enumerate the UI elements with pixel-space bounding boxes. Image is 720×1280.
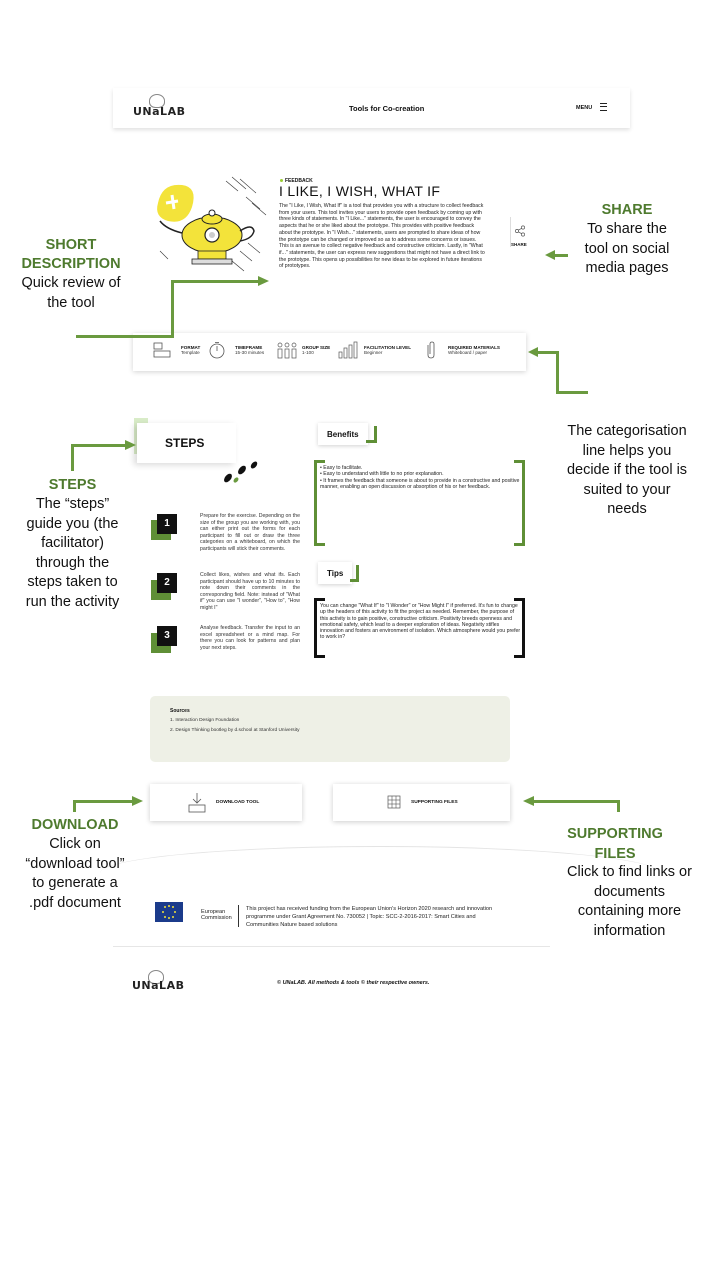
menu-button[interactable]: MENU bbox=[576, 105, 593, 111]
annotation-connector bbox=[71, 444, 74, 471]
tag-dot-icon bbox=[280, 179, 283, 182]
step-number: 1 bbox=[157, 514, 177, 534]
benefits-list bbox=[320, 465, 520, 490]
page-title: Tools for Co-creation bbox=[349, 104, 425, 113]
annotation-line: To share the bbox=[587, 221, 667, 237]
arrow-right-icon bbox=[125, 440, 136, 450]
annotation-share-heading: SHARE bbox=[601, 202, 653, 218]
annotation-line: tool on social bbox=[584, 240, 670, 257]
annotation-line: The “steps” bbox=[35, 496, 110, 512]
list-item: • Easy to understand with little to no prior explanation. bbox=[320, 471, 444, 478]
annotation-line: to generate a bbox=[32, 875, 118, 891]
tool-description: The "I Like, I Wish, What If" is a tool that provides you with a structure to collect feedback from your users. This tool invites your users to provide open feedback by coming up with three kinds of statements. In "I Like..." statements, the user is encouraged to convey the aspects that he or she liked about the prototype. This provides with positive feedback about the prototype. In "I Wish..." statements, users are prompted to share ideas of how the prototype can be changed or improved so as to address some concerns or issues. This is an avenue to collect negative feedback and constructive criticism. Lastly, in "What if..." statements, the user can express new suggestions that might not have a direct link to the prototype. This opens up possibilities for new ideas to be explored in future iterations of prototypes. bbox=[279, 203, 485, 270]
sources-panel bbox=[150, 696, 510, 762]
step-number: 2 bbox=[157, 573, 177, 593]
annotation-connector bbox=[73, 800, 76, 812]
supporting-files-label: SUPPORTING FILES bbox=[411, 800, 458, 805]
header-logo[interactable]: UNaLAB bbox=[133, 105, 186, 118]
paperclip-icon bbox=[425, 341, 437, 359]
files-grid-icon bbox=[386, 794, 402, 810]
tool-category-tag: FEEDBACK bbox=[285, 178, 313, 184]
annotation-steps-text bbox=[10, 495, 135, 612]
annotation-connector bbox=[73, 800, 133, 803]
stopwatch-icon bbox=[208, 341, 226, 359]
annotation-connector bbox=[556, 351, 559, 393]
footer-rule bbox=[113, 946, 550, 947]
tips-label-box bbox=[318, 562, 352, 584]
arrow-right-icon bbox=[258, 276, 269, 286]
hamburger-icon[interactable] bbox=[600, 103, 607, 111]
arrow-right-icon bbox=[132, 796, 143, 806]
annotation-connector bbox=[534, 800, 620, 803]
source-link[interactable]: 1. Interaction Design Foundation bbox=[170, 718, 240, 723]
category-label: TIMEFRAME bbox=[235, 345, 263, 350]
annotation-share-text bbox=[562, 220, 692, 279]
annotation-connector bbox=[556, 391, 588, 394]
categorisation-bar bbox=[133, 333, 526, 371]
category-value: Template bbox=[181, 350, 200, 355]
supporting-files-button[interactable] bbox=[333, 784, 510, 821]
annotation-connector bbox=[71, 444, 126, 447]
benefits-label-accent bbox=[366, 426, 377, 443]
annotation-connector bbox=[554, 254, 568, 257]
annotation-categorisation-text bbox=[552, 422, 702, 520]
annotation-line: documents bbox=[594, 883, 665, 900]
people-icon bbox=[276, 341, 298, 359]
category-value: Beginner bbox=[364, 350, 383, 355]
annotation-line: .pdf document bbox=[29, 894, 121, 911]
annotation-line: “download tool” bbox=[25, 855, 125, 872]
annotation-supporting-text bbox=[552, 863, 707, 941]
eu-label-line: Commission bbox=[201, 915, 232, 921]
step-number: 3 bbox=[157, 626, 177, 646]
annotation-steps-heading: STEPS bbox=[48, 477, 97, 493]
annotation-line: suited to your bbox=[583, 481, 671, 498]
annotation-line: guide you (the bbox=[26, 515, 119, 532]
eu-label-line: European bbox=[201, 909, 226, 915]
annotation-line: the tool bbox=[47, 294, 95, 311]
list-item: • Easy to facilitate. bbox=[320, 465, 363, 471]
benefits-label: Benefits bbox=[327, 430, 359, 439]
annotation-line: information bbox=[593, 922, 666, 939]
annotation-line: The categorisation bbox=[567, 423, 687, 439]
category-value: Whiteboard / paper bbox=[448, 350, 488, 355]
annotation-connector bbox=[171, 281, 174, 338]
annotation-line: run the activity bbox=[25, 593, 120, 610]
footer-logo[interactable]: UNaLAB bbox=[132, 979, 185, 992]
annotation-line: line helps you bbox=[582, 442, 672, 459]
share-icon[interactable] bbox=[514, 225, 526, 237]
arrow-left-icon bbox=[545, 250, 555, 260]
bars-icon bbox=[338, 341, 358, 359]
category-label: GROUP SIZE bbox=[302, 345, 331, 350]
category-value: 1-100 bbox=[302, 350, 314, 355]
format-icon bbox=[153, 341, 171, 359]
benefits-label-box bbox=[318, 423, 368, 445]
annotation-short-description-heading: SHORT DESCRIPTION bbox=[21, 237, 121, 272]
annotation-download-text bbox=[10, 835, 140, 913]
tips-label: Tips bbox=[327, 569, 344, 578]
tips-label-accent bbox=[350, 565, 359, 582]
site-header bbox=[113, 88, 630, 128]
arrow-left-icon bbox=[528, 347, 538, 357]
tool-title: I LIKE, I WISH, WHAT IF bbox=[279, 183, 441, 199]
download-icon bbox=[187, 792, 207, 814]
annotation-line: through the bbox=[35, 554, 110, 571]
magic-lamp-illustration bbox=[148, 173, 273, 278]
annotation-line: facilitator) bbox=[41, 535, 104, 551]
tips-text: You can change "What If" to "I Wonder" or "How Might I" if preferred. It's fun to change up the headers of this activity to fit the project as needed. Remember, the purpose of this activity is to gain positive, constructive criticism. Positivity breeds openness and emotional safety, which lead to a deeper exploration of ideas. Negativity stifles innovation and fosters an environment of isolation. Which atmosphere would you prefer to work in? bbox=[320, 603, 521, 641]
step-text: Analyse feedback. Transfer the input to an excel spreadsheet or a mind map. For there you can look for patterns and plan your next steps. bbox=[200, 625, 300, 651]
steps-heading-box bbox=[137, 423, 236, 463]
annotation-short-description-text bbox=[10, 274, 132, 313]
footprints-icon bbox=[220, 460, 260, 486]
category-label: REQUIRED MATERIALS bbox=[448, 345, 500, 350]
annotation-line: Click on bbox=[49, 836, 101, 852]
annotation-download-heading: DOWNLOAD bbox=[31, 817, 119, 833]
steps-heading: STEPS bbox=[165, 436, 205, 450]
eu-stars-icon bbox=[155, 902, 183, 922]
annotation-supporting-heading: SUPPORTING FILES bbox=[567, 826, 663, 862]
annotation-line: Quick review of bbox=[21, 275, 121, 291]
annotation-connector bbox=[171, 280, 259, 283]
sources-heading: Sources bbox=[170, 708, 190, 714]
share-label: SHARE bbox=[511, 242, 527, 247]
arrow-left-icon bbox=[523, 796, 534, 806]
funding-statement: This project has received funding from the European Union's Horizon 2020 research and innovation programme under Grant Agreement No. 730052 | Topic: SCC-2-2016-2017: Smart Cities and Communities Nature based solutions bbox=[246, 906, 493, 928]
annotation-line: steps taken to bbox=[27, 574, 118, 590]
annotation-line: Click to find links or bbox=[567, 864, 692, 880]
annotation-connector bbox=[76, 335, 174, 338]
annotation-connector bbox=[538, 351, 558, 354]
source-link[interactable]: 2. Design Thinking bootleg by d.school at Stanford University bbox=[170, 728, 300, 733]
annotation-line: needs bbox=[607, 501, 647, 517]
list-item: • It frames the feedback that someone is about to provide in a constructive and positive manner, enabling an open discussion or absorption of his or her feedback. bbox=[320, 477, 520, 490]
category-label: FACILITATION LEVEL bbox=[364, 345, 412, 350]
step-text: Prepare for the exercise. Depending on the size of the group you are working with, you can either print out the forms for each participant to fill out or draw the three categories on a whiteboard, on which the participants will stick their comments. bbox=[200, 513, 300, 552]
category-label: FORMAT bbox=[181, 345, 201, 350]
copyright: © UNaLAB. All methods & tools © their respective owners. bbox=[277, 980, 430, 986]
annotation-line: media pages bbox=[585, 260, 669, 276]
category-value: 15-30 minutes bbox=[235, 350, 265, 355]
annotation-line: containing more bbox=[577, 903, 682, 919]
annotation-line: decide if the tool is bbox=[566, 462, 688, 478]
annotation-connector bbox=[617, 800, 620, 812]
download-tool-button[interactable] bbox=[150, 784, 302, 821]
eu-flag-icon bbox=[155, 902, 183, 922]
step-text: Collect likes, wishes and what ifs. Each participant should have up to 10 minutes to note down their comments in the corresponding field. Note: instead of "What if" you can use "I wonder", "How to", "How might I" bbox=[200, 572, 300, 611]
footer-separator bbox=[238, 905, 239, 927]
download-tool-label: DOWNLOAD TOOL bbox=[216, 800, 260, 805]
eu-label bbox=[201, 909, 232, 921]
